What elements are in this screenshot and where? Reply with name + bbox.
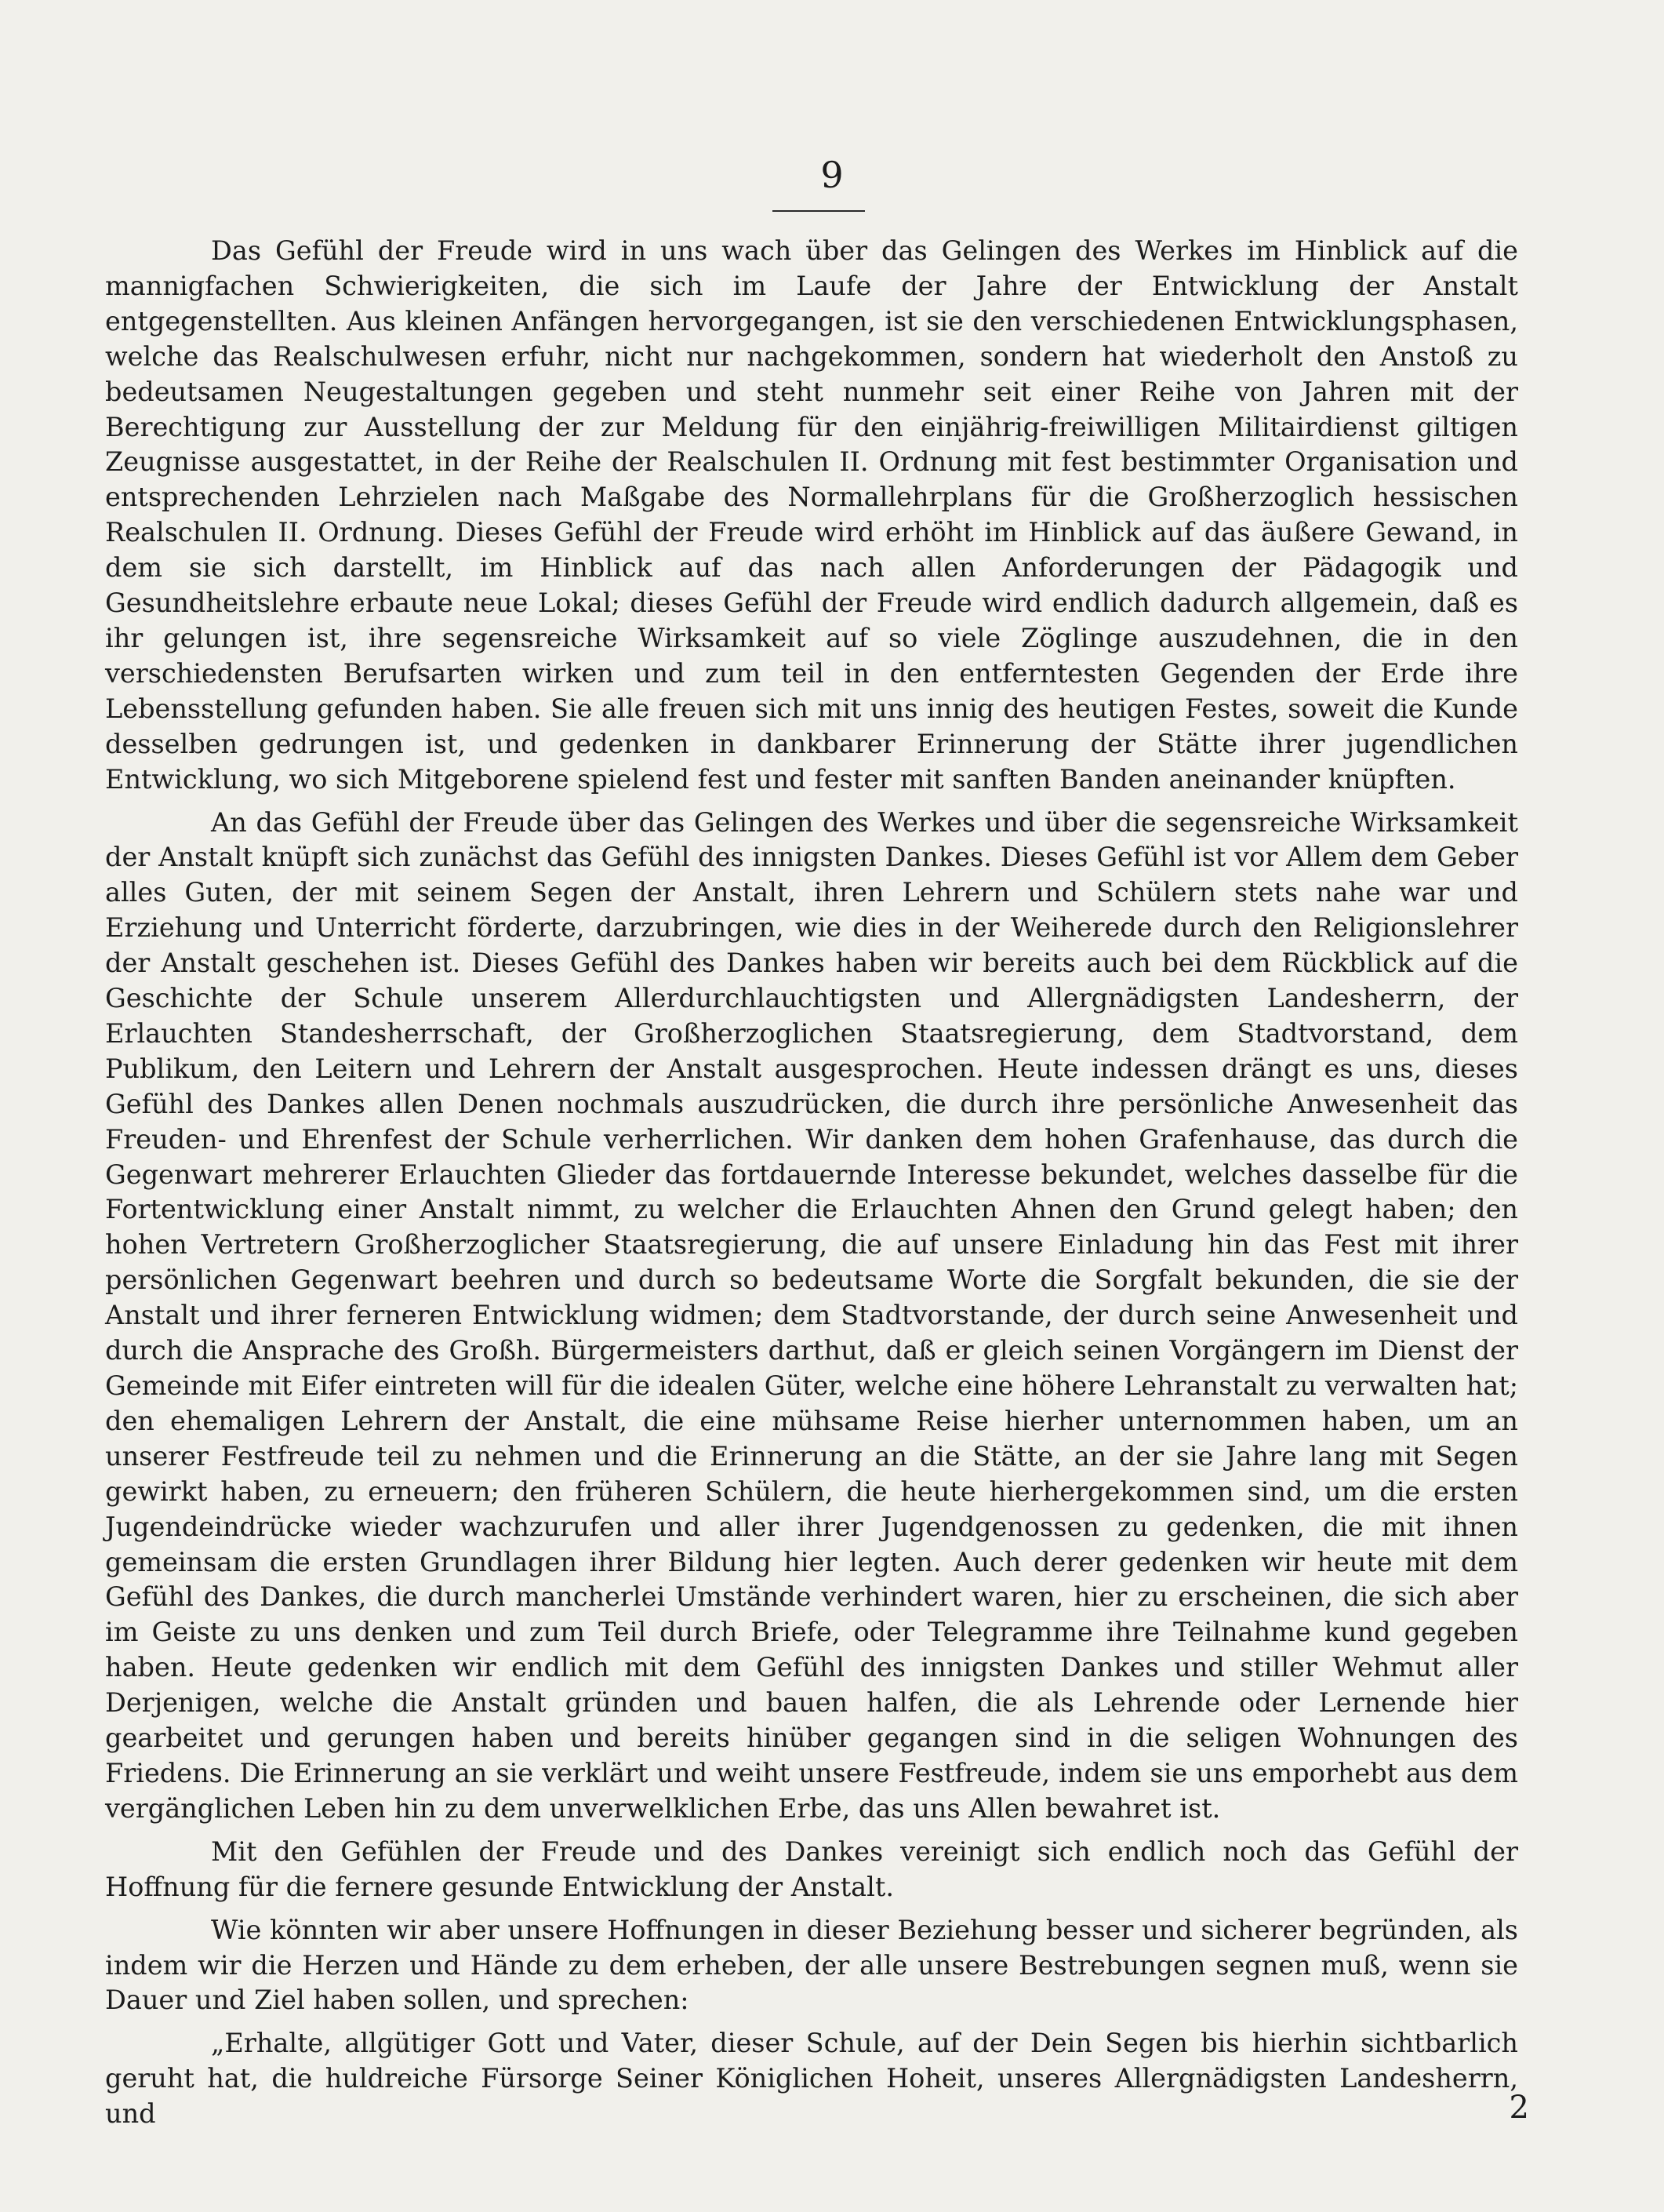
page-number: 9 xyxy=(820,154,844,196)
paragraph-2: An das Gefühl der Freude über das Gelingen des Werkes und über die segensreiche Wirksamkeit der Anstalt knüpft sich zunächst das Gefühl des innigsten Dankes. Dieses Gefühl ist vor Allem dem Geber alles Guten, der mit seinem Segen der Anstalt, ihren Lehrern und Schülern stets nahe war und Erziehung und Unterricht förderte, darzubringen, wie dies in der Weiherede durch den Religionslehrer der Anstalt geschehen ist. Dieses Gefühl des Dankes haben wir bereits auch bei dem Rückblick auf die Geschichte der Schule unserem Allerdurchlauchtigsten und Allergnädigsten Landesherrn, der Erlauchten Standesherrschaft, der Großherzoglichen Staatsregierung, dem Stadtvorstand, dem Publikum, den Leitern und Lehrern der Anstalt ausgesprochen. Heute indessen drängt es uns, dieses Gefühl des Dankes allen Denen nochmals auszudrücken, die durch ihre persönliche Anwesenheit das Freuden- und Ehrenfest der Schule verherrlichen. Wir danken dem hohen Grafenhause, das durch die Gegenwart mehrerer Erlauchten Glieder das fortdauernde Interesse bekundet, welches dasselbe für die Fortentwicklung einer Anstalt nimmt, zu welcher die Erlauchten Ahnen den Grund gelegt haben; den hohen Vertretern Großherzoglicher Staatsregierung, die auf unsere Einladung hin das Fest mit ihrer persönlichen Gegenwart beehren und durch so bedeutsame Worte die Sorgfalt bekunden, die sie der Anstalt und ihrer ferneren Entwicklung widmen; dem Stadtvorstande, der durch seine Anwesenheit und durch die Ansprache des Großh. Bürgermeisters darthut, daß er gleich seinen Vorgängern im Dienst der Gemeinde mit Eifer eintreten will für die idealen Güter, welche eine höhere Lehranstalt zu verwalten hat; den ehemaligen Lehrern der Anstalt, die eine mühsame Reise hierher unternommen haben, um an unserer Festfreude teil zu nehmen und die Erinnerung an die Stätte, an der sie Jahre lang mit Segen gewirkt haben, zu erneuern; den früheren Schülern, die heute hierhergekommen sind, um die ersten Jugendeindrücke wieder wachzurufen und aller ihrer Jugendgenossen zu gedenken, die mit ihnen gemeinsam die ersten Grundlagen ihrer Bildung hier legten. Auch derer gedenken wir heute mit dem Gefühl des Dankes, die durch mancherlei Umstände verhindert waren, hier zu erscheinen, die sich aber im Geiste zu uns denken und zum Teil durch Briefe, oder Telegramme ihre Teilnahme kund gegeben haben. Heute gedenken wir endlich mit dem Gefühl des innigsten Dankes und stiller Wehmut aller Derjenigen, welche die Anstalt gründen und bauen halfen, die als Lehrende oder Lernende hier gearbeitet und gerungen haben und bereits hinüber gegangen sind in die seligen Wohnungen des Friedens. Die Erinnerung an sie verklärt und weiht unsere Festfreude, indem sie uns emporhebt aus dem vergänglichen Leben hin zu dem unverwelklichen Erbe, das uns Allen bewahret ist. xyxy=(105,806,1518,1824)
paragraph-3: Mit den Gefühlen der Freude und des Dankes vereinigt sich endlich noch das Gefühl der Hoffnung für die fernere gesunde Entwicklung der Anstalt. xyxy=(105,1835,1518,1902)
paragraph-4: Wie könnten wir aber unsere Hoffnungen in dieser Beziehung besser und sicherer begründen, als indem wir die Herzen und Hände zu dem erheben, der alle unsere Bestrebungen segnen muß, wenn sie Dauer und Ziel haben sollen, und sprechen: xyxy=(105,1914,1518,2016)
header-rule xyxy=(772,210,865,212)
paragraph-5: „Erhalte, allgütiger Gott und Vater, dieser Schule, auf der Dein Segen bis hierhin sichtbarlich geruht hat, die huldreiche Fürsorge Seiner Königlichen Hoheit, unseres Allergnädigsten Landesherrn, und xyxy=(105,2028,1518,2130)
signature-mark: 2 xyxy=(1509,2090,1529,2126)
body-text xyxy=(105,234,1518,2132)
paragraph-1: Das Gefühl der Freude wird in uns wach über das Gelingen des Werkes im Hinblick auf die mannigfachen Schwierigkeiten, die sich im Laufe der Jahre der Entwicklung der Anstalt entgegenstellten. Aus kleinen Anfängen hervorgegangen, ist sie den verschiedenen Entwicklungsphasen, welche das Realschulwesen erfuhr, nicht nur nachgekommen, sondern hat wiederholt den Anstoß zu bedeutsamen Neugestaltungen gegeben und steht nunmehr seit einer Reihe von Jahren mit der Berechtigung zur Ausstellung der zur Meldung für den einjährig-freiwilligen Militairdienst giltigen Zeugnisse ausgestattet, in der Reihe der Realschulen II. Ordnung mit fest bestimmter Organisation und entsprechenden Lehrzielen nach Maßgabe des Normallehrplans für die Großherzoglich hessischen Realschulen II. Ordnung. Dieses Gefühl der Freude wird erhöht im Hinblick auf das äußere Gewand, in dem sie sich darstellt, im Hinblick auf das nach allen Anforderungen der Pädagogik und Gesundheitslehre erbaute neue Lokal; dieses Gefühl der Freude wird endlich dadurch allgemein, daß es ihr gelungen ist, ihre segensreiche Wirksamkeit auf so viele Zöglinge auszudehnen, die in den verschiedensten Berufsarten wirken und zum teil in den entferntesten Gegenden der Erde ihre Lebensstellung gefunden haben. Sie alle freuen sich mit uns innig des heutigen Festes, soweit die Kunde desselben gedrungen ist, und gedenken in dankbarer Erinnerung der Stätte ihrer jugendlichen Entwicklung, wo sich Mitgeborene spielend fest und fester mit sanften Banden aneinander knüpften. xyxy=(105,235,1518,795)
